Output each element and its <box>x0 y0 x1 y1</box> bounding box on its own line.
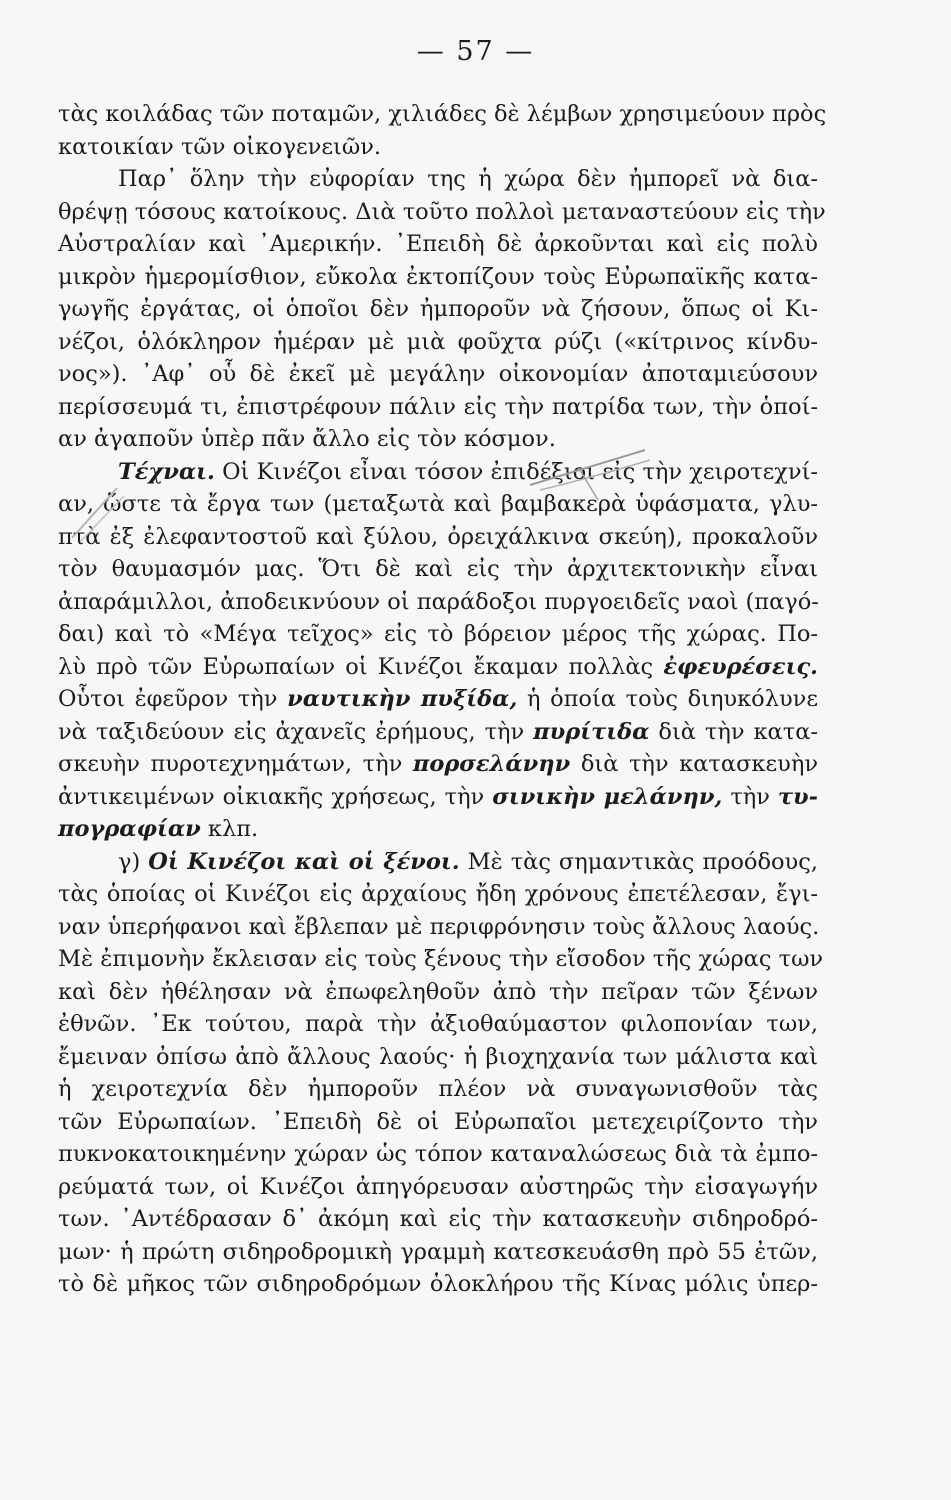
emphasis-text: πορσελάνην <box>412 751 571 777</box>
text-span: τὸν θαυμασμόν μας. Ὅτι δὲ καὶ εἰς τὴν ἀρχιτεκτονικὴν εἶναι <box>58 556 818 582</box>
text-span: Οὗτοι ἐφεῦρον τὴν <box>58 686 288 712</box>
text-span: Αὐστραλίαν καὶ ᾿Αμερικήν. ᾿Επειδὴ δὲ ἀρκοῦνται καὶ εἰς πολὺ <box>58 231 818 257</box>
text-line <box>58 1106 818 1139</box>
text-line <box>58 813 818 846</box>
text-line <box>58 976 818 1009</box>
text-line <box>58 553 818 586</box>
text-span: αν ἀγαποῦν ὑπὲρ πᾶν ἄλλο εἰς τὸν κόσμον. <box>58 426 556 452</box>
text-span: τὴν <box>722 783 778 810</box>
text-span: τὸ δὲ μῆκος τῶν σιδηροδρόμων ὁλοκλήρου τῆς Κίνας μόλις ὑπερ- <box>58 1271 818 1297</box>
text-line <box>58 683 818 716</box>
text-line <box>58 163 818 196</box>
text-span: κλπ. <box>200 816 259 842</box>
text-span: Μὲ ἐπιμονὴν ἔκλεισαν εἰς τοὺς ξένους τὴν εἴσοδον τῆς χώρας των <box>58 946 824 972</box>
text-span: ναν ὑπερήφανοι καὶ ἔβλεπαν μὲ περιφρόνησιν τοὺς ἄλλους λαούς. <box>58 913 820 940</box>
text-span: λὺ πρὸ τῶν Εὐρωπαίων οἱ Κινέζοι ἔκαμαν πολλὰς <box>58 653 664 680</box>
text-span: ρεύματά των, οἱ Κινέζοι ἀπηγόρευσαν αὐστηρῶς τὴν εἰσαγωγήν <box>58 1173 818 1200</box>
text-line <box>58 651 818 684</box>
text-line <box>58 1041 818 1074</box>
text-line <box>58 716 818 749</box>
text-line <box>58 586 818 619</box>
text-span: των. ᾿Αντέδρασαν δ᾽ ἀκόμη καὶ εἰς τὴν κατασκευὴν σιδηροδρό- <box>58 1206 818 1232</box>
text-line <box>58 618 818 651</box>
text-line <box>58 326 818 359</box>
text-span: κατοικίαν τῶν οἰκογενειῶν. <box>58 133 382 160</box>
text-span: γ) <box>118 848 149 875</box>
text-span: καὶ δὲν ἠθέλησαν νὰ ἐπωφεληθοῦν ἀπὸ τὴν πεῖραν τῶν ξένων <box>58 978 818 1005</box>
text-span: Παρ᾽ ὅλην τὴν εὐφορίαν της ἡ χώρα δὲν ἠμπορεῖ νὰ δια- <box>118 166 818 192</box>
text-span: περίσσευμά τι, ἐπιστρέφουν πάλιν εἰς τὴν πατρίδα των, τὴν ὁποί- <box>58 393 818 420</box>
text-span: μικρὸν ἡμερομίσθιον, εὔκολα ἐκτοπίζουν τοὺς Εὐρωπαϊκῆς κατα- <box>58 263 818 290</box>
text-span: ἀπαράμιλλοι, ἀποδεικνύουν οἱ παράδοξοι πυργοειδεῖς ναοὶ (παγό- <box>58 588 819 615</box>
emphasis-text: Οἱ Κινέζοι καὶ οἱ ξένοι. <box>148 848 460 875</box>
text-line <box>58 748 818 781</box>
text-line <box>58 358 818 391</box>
text-line <box>58 391 818 424</box>
emphasis-text: σινικὴν μελάνην, <box>492 783 723 810</box>
text-line <box>58 521 818 554</box>
emphasis-text: ἐφευρέσεις. <box>663 653 818 680</box>
text-span: ἡ χειροτεχνία δὲν ἠμποροῦν πλέον νὰ συναγωνισθοῦν τὰς <box>58 1076 818 1102</box>
text-line <box>58 488 818 521</box>
text-span: τὰς ὁποίας οἱ Κινέζοι εἰς ἀρχαίους ἤδη χρόνους ἐπετέλεσαν, ἔγι- <box>58 881 818 907</box>
page-number: — 57 — <box>416 36 535 67</box>
text-span: τῶν Εὐρωπαίων. ᾿Επειδὴ δὲ οἱ Εὐρωπαῖοι μετεχειρίζοντο τὴν <box>58 1108 818 1135</box>
text-line <box>58 781 818 814</box>
text-span: διὰ τὴν κατασκευὴν <box>570 751 818 777</box>
text-span: σκευὴν πυροτεχνημάτων, τὴν <box>58 751 413 777</box>
text-line <box>58 943 824 976</box>
emphasis-text: τυ- <box>777 783 818 810</box>
text-line <box>58 228 818 261</box>
text-line <box>58 131 818 164</box>
text-line <box>58 1236 818 1269</box>
text-span: γωγῆς ἐργάτας, οἱ ὁποῖοι δὲν ἠμποροῦν νὰ ζήσουν, ὅπως οἱ Κι- <box>58 296 818 322</box>
text-span: νὰ ταξιδεύουν εἰς ἀχανεῖς ἐρήμους, τὴν <box>58 718 534 745</box>
text-span: δαι) καὶ τὸ «Μέγα τεῖχος» εἰς τὸ βόρειον μέρος τῆς χώρας. Πο- <box>58 621 818 647</box>
text-line <box>58 98 827 131</box>
text-span: θρέψῃ τόσους κατοίκους. Διὰ τοῦτο πολλοὶ μεταναστεύουν εἰς τὴν <box>58 198 826 225</box>
text-line <box>58 911 818 944</box>
text-span: μων· ἡ πρώτη σιδηροδρομικὴ γραμμὴ κατεσκευάσθη πρὸ 55 ἐτῶν, <box>58 1238 818 1265</box>
text-line <box>58 878 818 911</box>
text-line <box>58 1203 818 1236</box>
text-line <box>58 196 826 229</box>
text-span: αν, ὥστε τὰ ἔργα των (μεταξωτὰ καὶ βαμβακερὰ ὑφάσματα, γλυ- <box>58 491 818 517</box>
text-span: διὰ τὴν κατα- <box>649 718 818 745</box>
text-span: ἔμειναν ὀπίσω ἀπὸ ἄλλους λαούς· ἡ βιοχηχανία των μάλιστα καὶ <box>58 1043 818 1070</box>
text-line <box>58 1268 818 1301</box>
text-line <box>58 293 818 326</box>
text-line <box>58 1073 818 1106</box>
text-span: τὰς κοιλάδας τῶν ποταμῶν, χιλιάδες δὲ λέμβων χρησιμεύουν πρὸς <box>58 101 827 127</box>
text-span: Οἱ Κινέζοι εἶναι τόσον ἐπιδέξιοι εἰς τὴν χειροτεχνί- <box>214 458 818 485</box>
text-line <box>58 1171 818 1204</box>
text-line <box>58 1008 818 1041</box>
text-line <box>58 1138 818 1171</box>
body-text <box>58 98 827 1301</box>
emphasis-text: πογραφίαν <box>58 816 201 842</box>
text-span: νος»). ᾿Αφ᾽ οὗ δὲ ἐκεῖ μὲ μεγάλην οἰκονομίαν ἀποταμιεύσουν <box>58 361 818 387</box>
text-line <box>58 423 818 456</box>
text-span: νέζοι, ὁλόκληρον ἡμέραν μὲ μιὰ φοῦχτα ρύζι («κίτρινος κίνδυ- <box>58 328 818 355</box>
emphasis-text: ναυτικὴν πυξίδα, <box>287 686 518 712</box>
text-line <box>58 456 818 489</box>
text-span: πυκνοκατοικημένην χώραν ὡς τόπον καταναλώσεως διὰ τὰ ἐμπο- <box>58 1141 818 1167</box>
emphasis-text: πυρίτιδα <box>533 718 650 745</box>
text-line <box>58 261 818 294</box>
text-span: Μὲ τὰς σημαντικὰς προόδους, <box>459 848 818 875</box>
text-line <box>58 846 818 879</box>
text-span: ἡ ὁποία τοὺς διηυκόλυνε <box>517 686 818 712</box>
text-span: ἐθνῶν. ᾿Εκ τούτου, παρὰ τὴν ἀξιοθαύμαστον φιλοπονίαν των, <box>58 1011 818 1037</box>
text-span: ἀντικειμένων οἰκιακῆς χρήσεως, τὴν <box>58 783 493 810</box>
text-span: πτὰ ἐξ ἐλεφαντοστοῦ καὶ ξύλου, ὀρειχάλκινα σκεύη), προκαλοῦν <box>58 523 818 550</box>
emphasis-text: Τέχναι. <box>118 458 215 485</box>
